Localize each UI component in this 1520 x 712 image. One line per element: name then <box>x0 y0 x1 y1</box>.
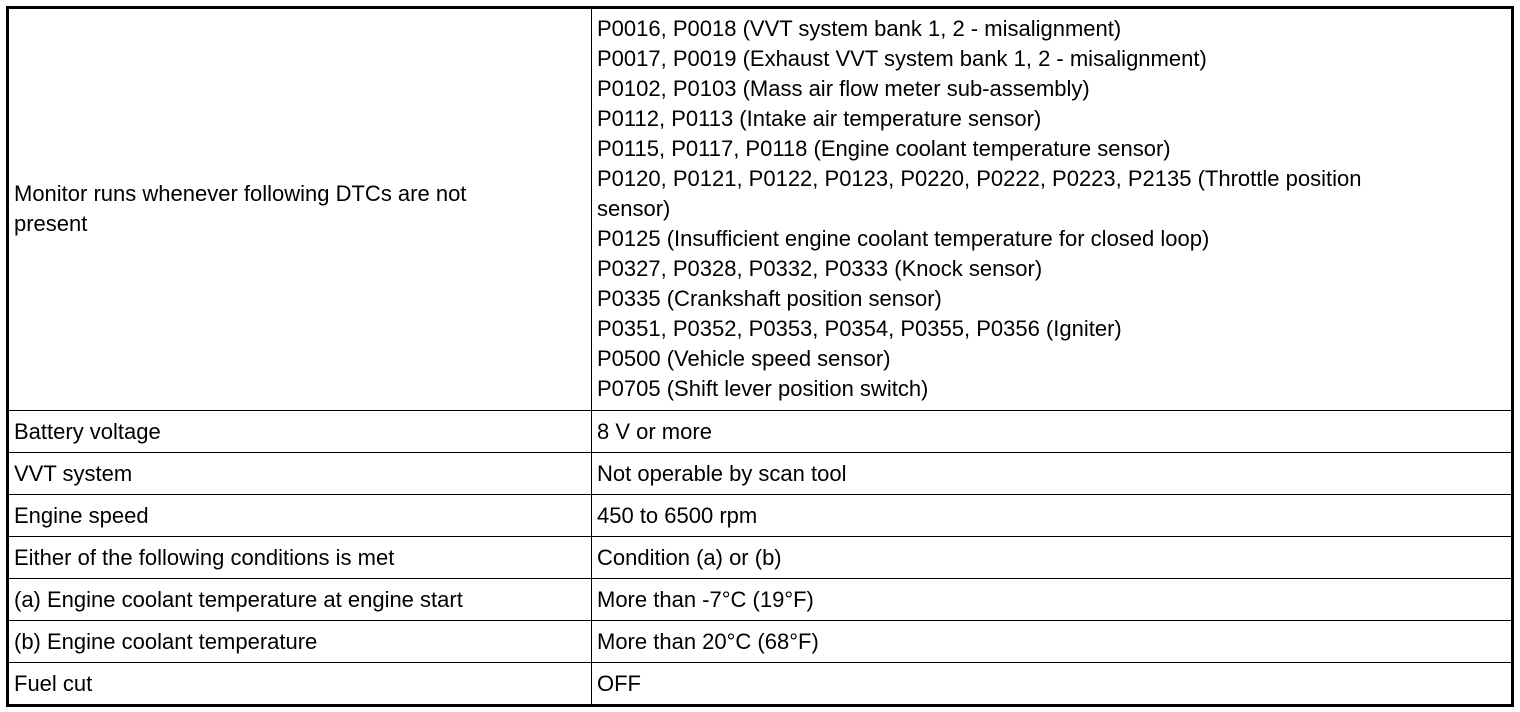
dtc-list-line: P0705 (Shift lever position switch) <box>597 376 929 401</box>
table-row-engine-speed <box>8 495 1513 537</box>
condition-value: 450 to 6500 rpm <box>592 495 1513 537</box>
condition-label-line: present <box>14 211 88 236</box>
condition-value: Not operable by scan tool <box>592 453 1513 495</box>
dtc-list-line: P0500 (Vehicle speed sensor) <box>597 346 891 371</box>
dtc-list-line: P0112, P0113 (Intake air temperature sensor) <box>597 106 1042 131</box>
table-row-fuel-cut <box>8 663 1513 706</box>
condition-value: More than 20°C (68°F) <box>592 621 1513 663</box>
condition-label: Battery voltage <box>8 411 592 453</box>
table-row-vvt-system <box>8 453 1513 495</box>
condition-label: Either of the following conditions is met <box>8 537 592 579</box>
condition-label: Fuel cut <box>8 663 592 706</box>
condition-value: OFF <box>592 663 1513 706</box>
dtc-list-line: P0125 (Insufficient engine coolant temperature for closed loop) <box>597 226 1210 251</box>
condition-label: (a) Engine coolant temperature at engine start <box>8 579 592 621</box>
dtc-list-line: sensor) <box>597 196 671 221</box>
dtc-list-line: P0120, P0121, P0122, P0123, P0220, P0222, P0223, P2135 (Throttle position <box>597 166 1362 191</box>
condition-label: Engine speed <box>8 495 592 537</box>
table-row-dtc-conditions <box>8 8 1513 411</box>
condition-label-line: Monitor runs whenever following DTCs are not <box>14 181 467 206</box>
table-row-either-condition <box>8 537 1513 579</box>
condition-label: (b) Engine coolant temperature <box>8 621 592 663</box>
condition-value: 8 V or more <box>592 411 1513 453</box>
table-row-coolant-temp <box>8 621 1513 663</box>
table-row-coolant-temp-at-start <box>8 579 1513 621</box>
dtc-list-line: P0102, P0103 (Mass air flow meter sub-assembly) <box>597 76 1090 101</box>
dtc-list-line: P0016, P0018 (VVT system bank 1, 2 - misalignment) <box>597 16 1122 41</box>
dtc-list-line: P0335 (Crankshaft position sensor) <box>597 286 942 311</box>
dtc-list-line: P0115, P0117, P0118 (Engine coolant temperature sensor) <box>597 136 1171 161</box>
monitor-conditions-table <box>6 6 1514 707</box>
condition-value: Condition (a) or (b) <box>592 537 1513 579</box>
condition-value: More than -7°C (19°F) <box>592 579 1513 621</box>
condition-label <box>8 8 592 411</box>
dtc-list-line: P0351, P0352, P0353, P0354, P0355, P0356 (Igniter) <box>597 316 1122 341</box>
condition-value-dtc-list <box>592 8 1513 411</box>
dtc-list-line: P0017, P0019 (Exhaust VVT system bank 1, 2 - misalignment) <box>597 46 1207 71</box>
condition-label: VVT system <box>8 453 592 495</box>
dtc-list-line: P0327, P0328, P0332, P0333 (Knock sensor) <box>597 256 1043 281</box>
table-row-battery-voltage <box>8 411 1513 453</box>
